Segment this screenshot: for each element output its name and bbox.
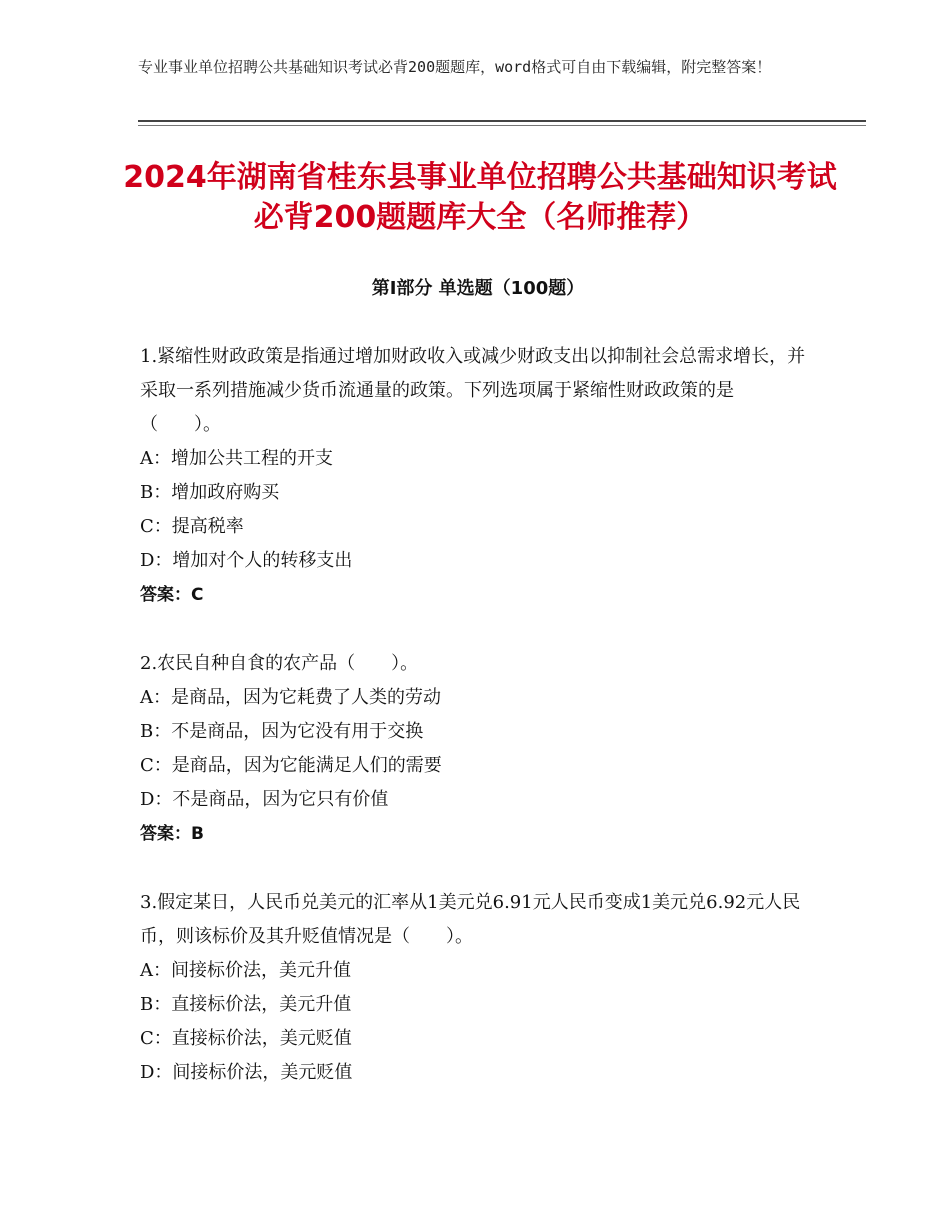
option-d: D：不是商品，因为它只有价值 bbox=[140, 789, 389, 810]
answer: 答案：C bbox=[140, 585, 204, 605]
option-b: B：增加政府购买 bbox=[140, 482, 280, 503]
question-2 bbox=[140, 647, 810, 851]
option-c: C：是商品，因为它能满足人们的需要 bbox=[140, 755, 442, 776]
option-a: A：增加公共工程的开支 bbox=[140, 448, 333, 469]
option-d: D：增加对个人的转移支出 bbox=[140, 550, 353, 571]
question-3 bbox=[140, 886, 810, 1090]
question-text: 2.农民自种自食的农产品（ ）。 bbox=[140, 653, 419, 674]
header-note: 专业事业单位招聘公共基础知识考试必背200题题库，word格式可自由下载编辑，附完整答案！ bbox=[138, 58, 772, 76]
option-b: B：直接标价法，美元升值 bbox=[140, 994, 352, 1015]
option-a: A：间接标价法，美元升值 bbox=[140, 960, 351, 981]
option-b: B：不是商品，因为它没有用于交换 bbox=[140, 721, 424, 742]
option-c: C：提高税率 bbox=[140, 516, 244, 537]
option-c: C：直接标价法，美元贬值 bbox=[140, 1028, 352, 1049]
document-title: 2024年湖南省桂东县事业单位招聘公共基础知识考试必背200题题库大全（名师推荐） bbox=[123, 160, 837, 235]
header-divider bbox=[138, 120, 866, 126]
option-a: A：是商品，因为它耗费了人类的劳动 bbox=[140, 687, 441, 708]
question-text: 3.假定某日，人民币兑美元的汇率从1美元兑6.91元人民币变成1美元兑6.92元人民币，则该标价及其升贬值情况是（ ）。 bbox=[140, 892, 801, 947]
section-heading: 第Ⅰ部分 单选题（100题） bbox=[371, 278, 585, 299]
option-d: D：间接标价法，美元贬值 bbox=[140, 1062, 353, 1083]
answer: 答案：B bbox=[140, 824, 204, 844]
question-text: 1.紧缩性财政政策是指通过增加财政收入或减少财政支出以抑制社会总需求增长，并采取一系列措施减少货币流通量的政策。下列选项属于紧缩性财政政策的是（ ）。 bbox=[140, 346, 806, 435]
question-1 bbox=[140, 340, 810, 612]
